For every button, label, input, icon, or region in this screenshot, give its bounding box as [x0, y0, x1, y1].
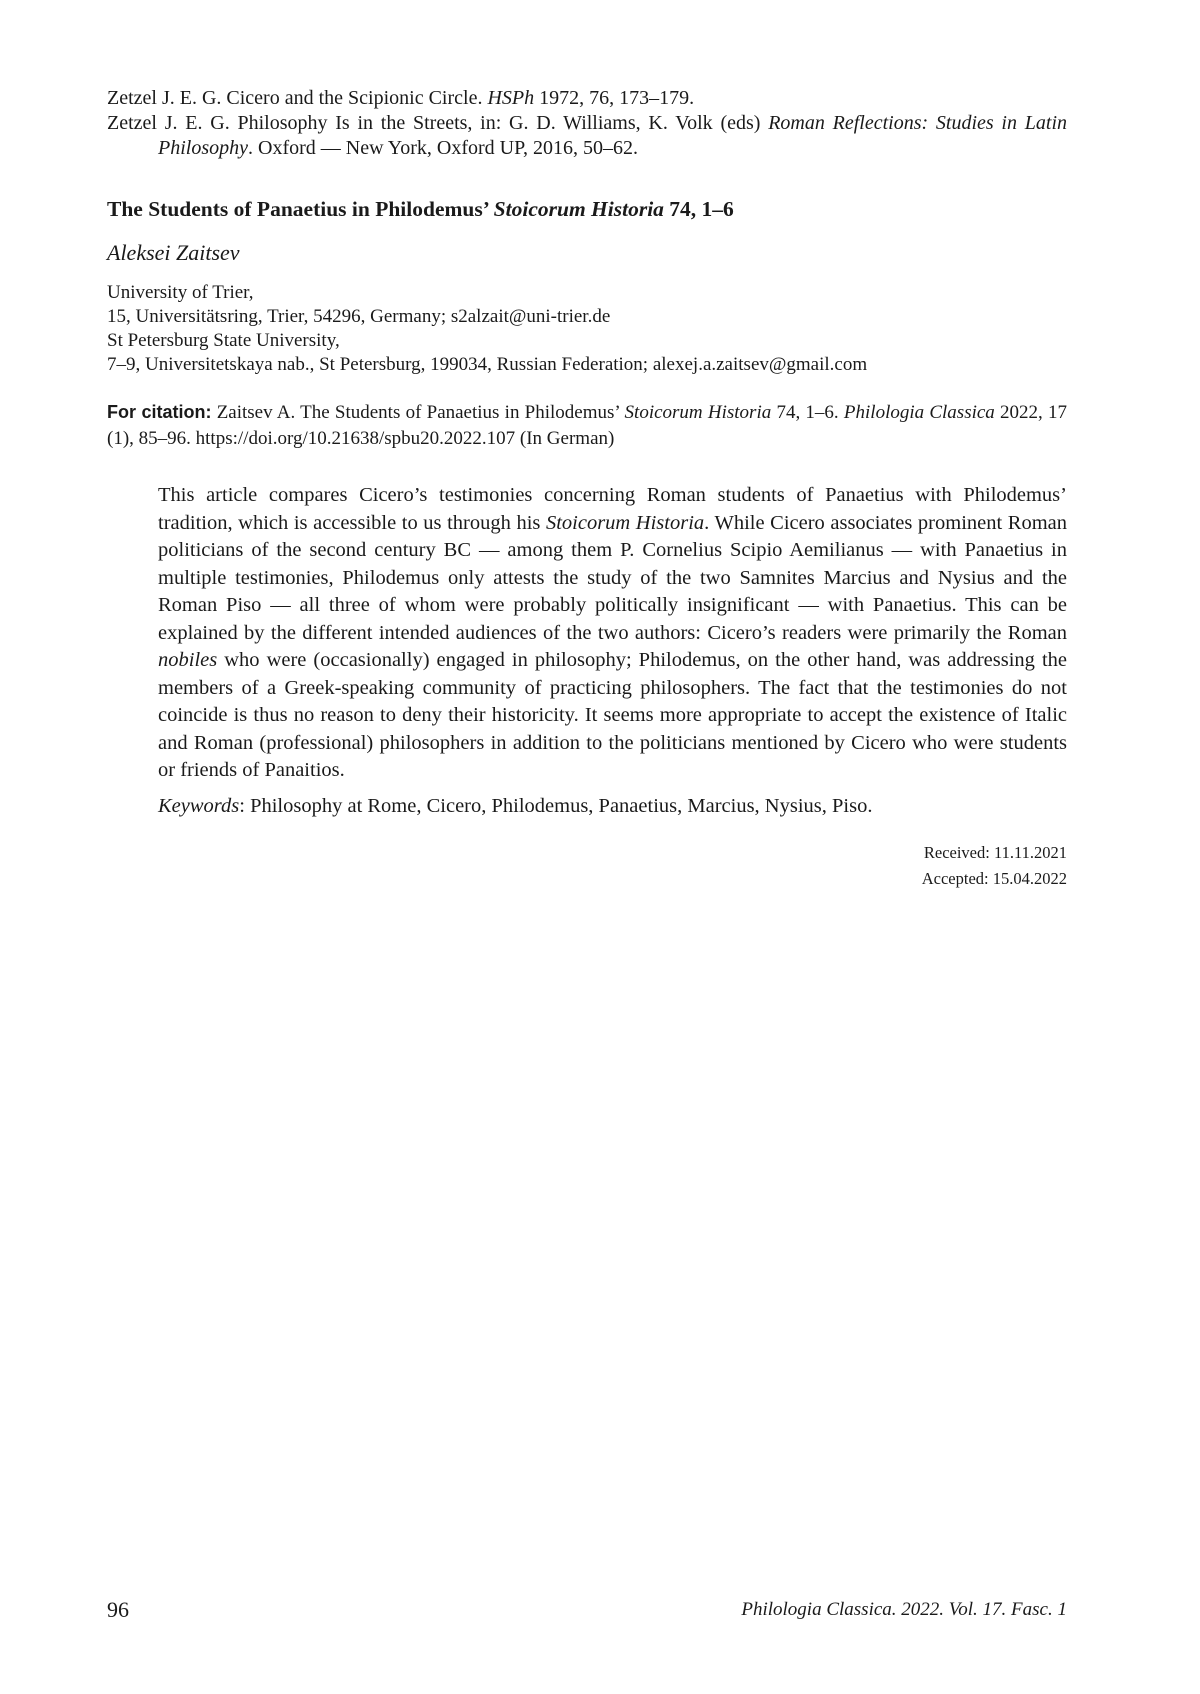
affiliation-line: St Petersburg State University,	[107, 330, 340, 351]
journal-info: Philologia Classica. 2022. Vol. 17. Fasc. 1	[741, 1599, 1067, 1620]
article-dates	[158, 840, 1067, 892]
citation-label: For citation:	[107, 402, 212, 422]
page-content	[107, 86, 1067, 892]
citation: For citation: Zaitsev A. The Students of Panaetius in Philodemus’ Stoicorum Historia 74, 1–6. Philologia Classica 2022, 17 (1), 85–96. https://doi.org/10.21638/spbu20.2022.107 (In German)	[107, 402, 1068, 449]
affiliation-line: 7–9, Universitetskaya nab., St Petersburg, 199034, Russian Federation; alexej.a.zaitsev@gmail.com	[107, 354, 868, 375]
page-footer	[107, 1597, 1067, 1627]
author-name: Aleksei Zaitsev	[107, 240, 240, 265]
abstract	[158, 482, 1067, 892]
abstract-text: This article compares Cicero’s testimonies concerning Roman students of Panaetius with Philodemus’ tradition, which is accessible to us through his Stoicorum Historia. While Cicero associates prominent Roman politicians of the second century BC — among them P. Cornelius Scipio Aemilianus — with Panaetius in multiple testimonies, Philodemus only attests the study of the two Samnites Marcius and Nysius and the Roman Piso — all three of whom were probably politically insignificant — with Panaetius. This can be explained by the different intended audiences of the two authors: Cicero’s readers were primarily the Roman nobiles who were (occasionally) engaged in philosophy; Philodemus, on the other hand, was addressing the members of a Greek-speaking community of practicing philosophers. The fact that the testimonies do not coincide is thus no reason to deny their historicity. It seems more appropriate to accept the existence of Italic and Roman (professional) philosophers in addition to the politicians mentioned by Cicero who were students or friends of Panaitios.	[158, 484, 1067, 781]
page-number: 96	[107, 1597, 129, 1622]
accepted-date: Accepted: 15.04.2022	[921, 869, 1067, 888]
affiliation-line: 15, Universitätsring, Trier, 54296, Germany; s2alzait@uni-trier.de	[107, 306, 611, 327]
article-title: The Students of Panaetius in Philodemus’ Stoicorum Historia 74, 1–6	[107, 197, 734, 221]
affiliation-line: University of Trier,	[107, 282, 254, 303]
reference-item: Zetzel J. E. G. Cicero and the Scipionic Circle. HSPh 1972, 76, 173–179.	[107, 87, 695, 109]
reference-list	[107, 86, 1067, 161]
reference-item: Zetzel J. E. G. Philosophy Is in the Streets, in: G. D. Williams, K. Volk (eds) Roman Reflections: Studies in Latin Philosophy. Oxford — New York, Oxford UP, 2016, 50–62.	[107, 112, 1067, 159]
affiliations	[107, 281, 1067, 377]
keywords: Keywords: Philosophy at Rome, Cicero, Philodemus, Panaetius, Marcius, Nysius, Piso.	[158, 794, 873, 817]
received-date: Received: 11.11.2021	[923, 843, 1067, 862]
